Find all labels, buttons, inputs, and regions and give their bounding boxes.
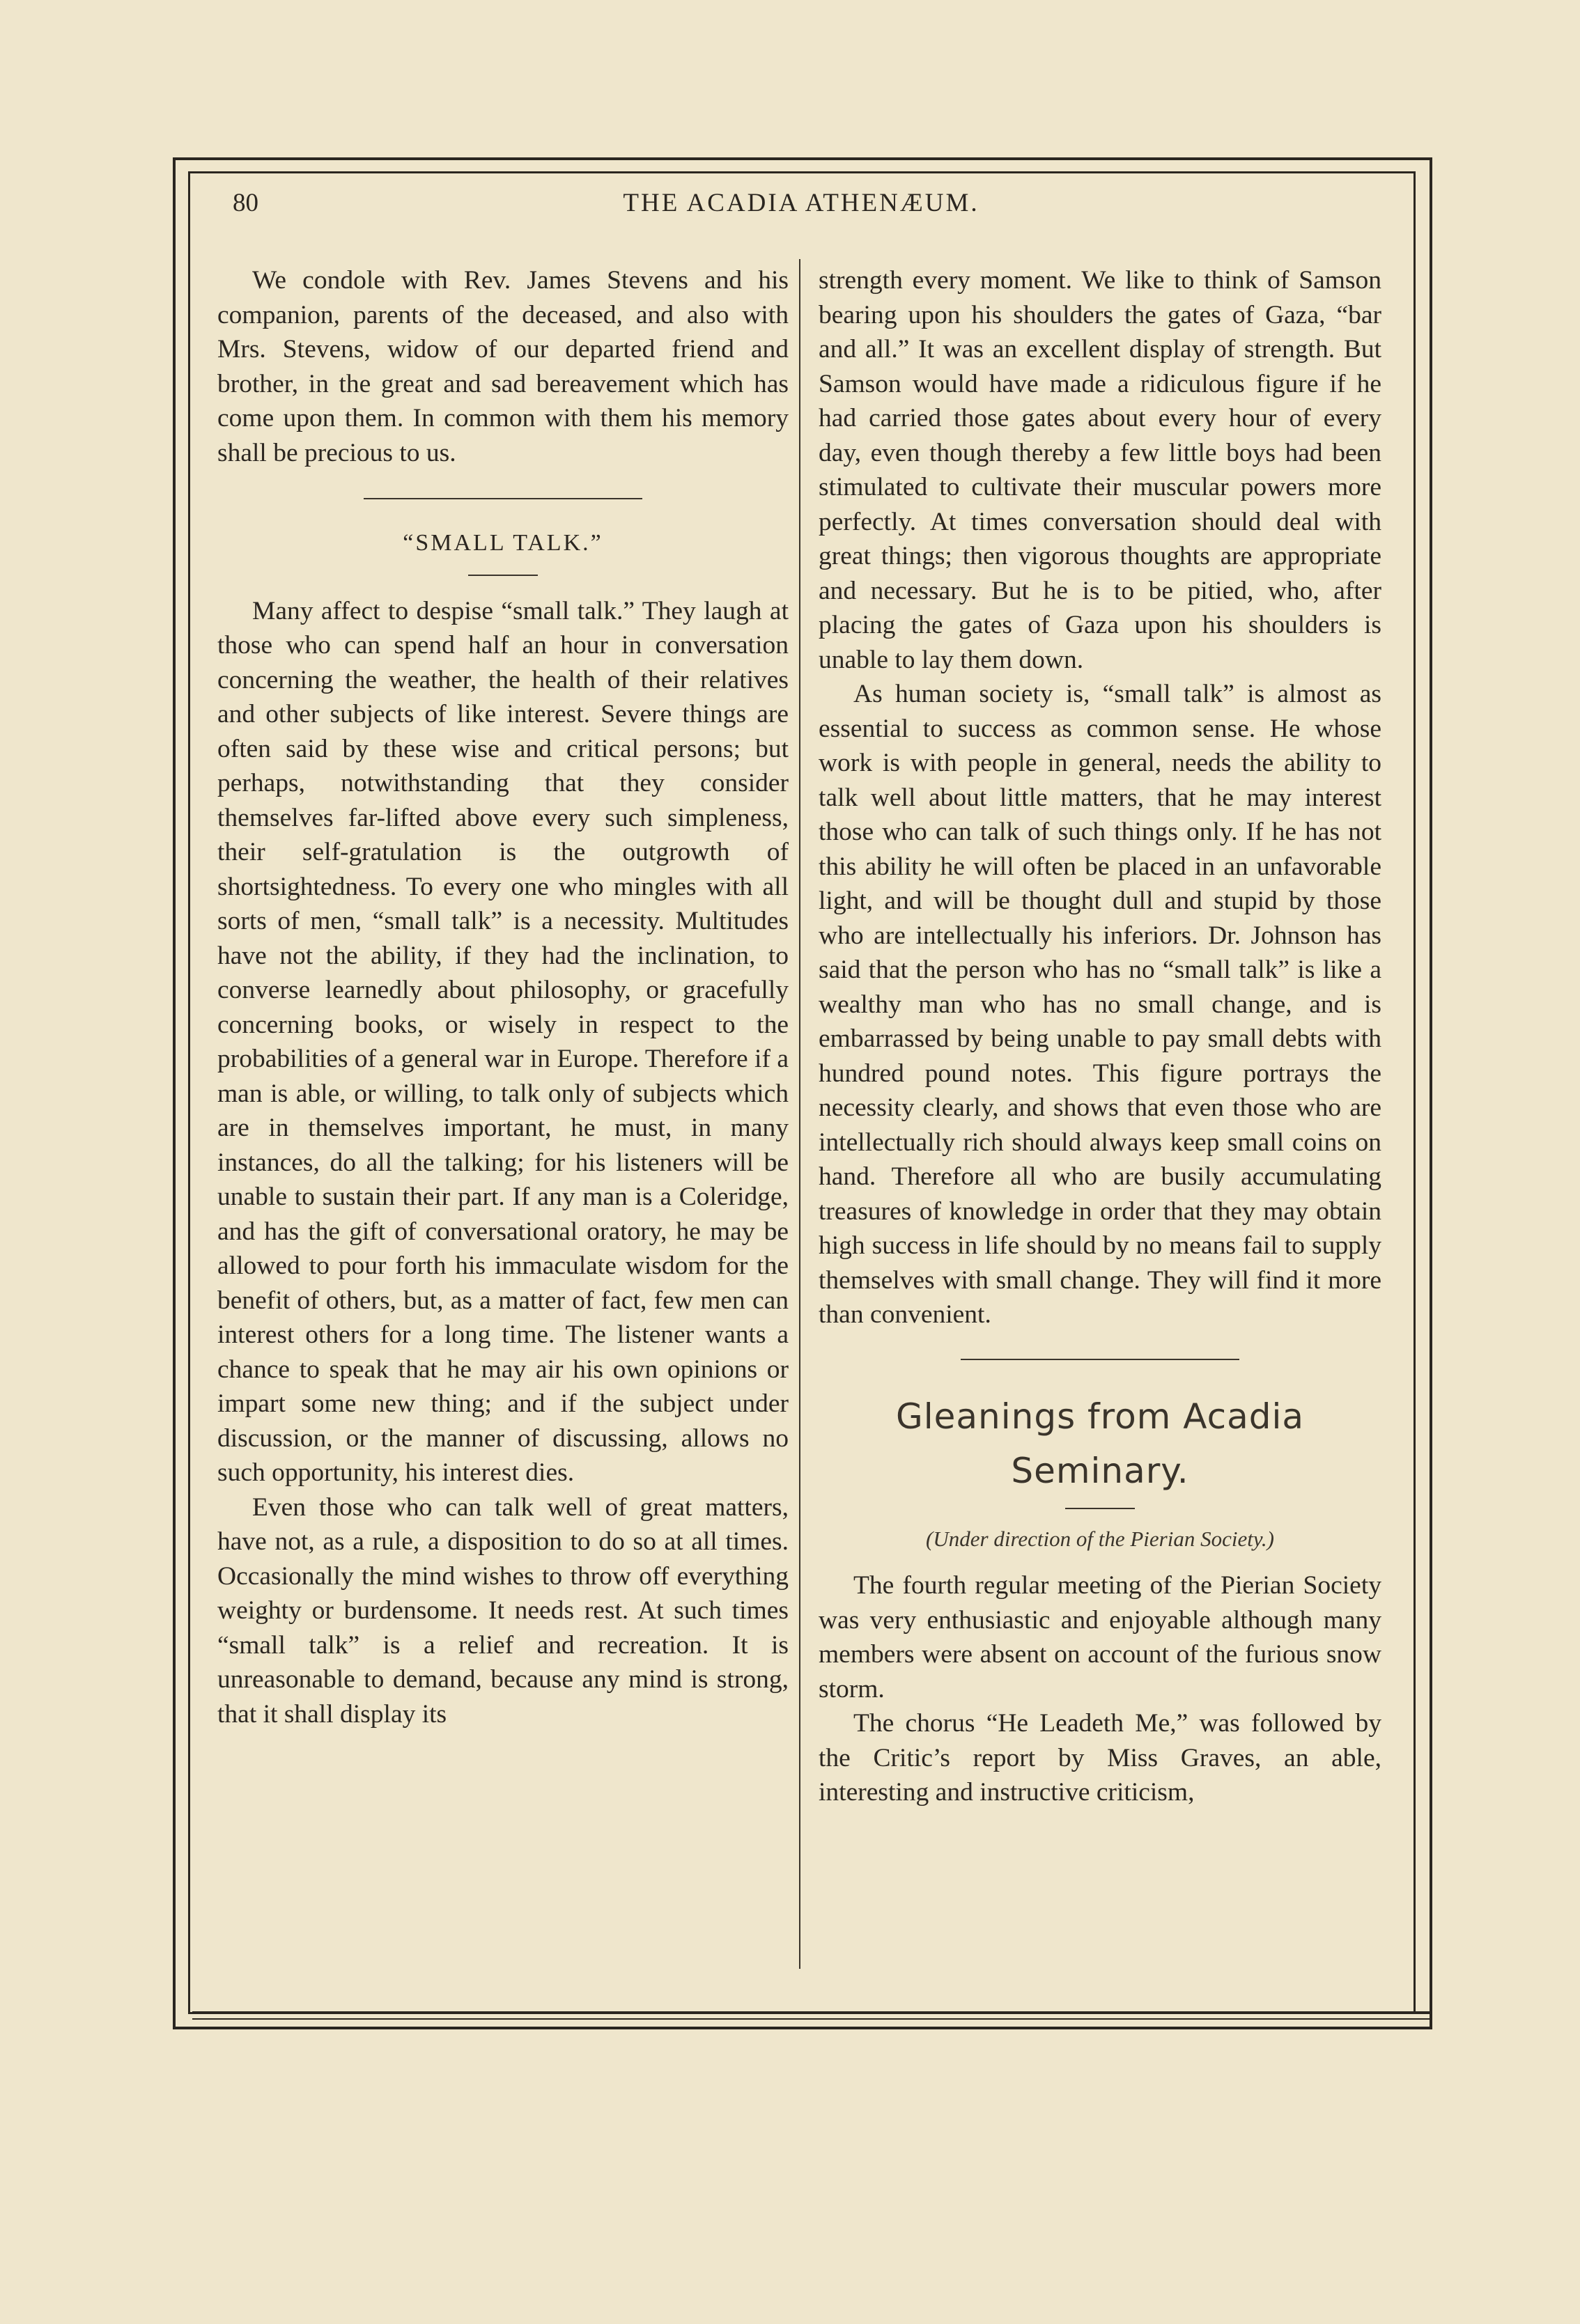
right-column bbox=[819, 263, 1381, 1810]
section-heading-line: Gleanings from Acadia bbox=[896, 1396, 1304, 1437]
section-heading bbox=[819, 1389, 1381, 1498]
column-divider bbox=[799, 259, 800, 1969]
heading-underline bbox=[1065, 1508, 1135, 1509]
running-head bbox=[188, 188, 1414, 230]
section-divider bbox=[364, 498, 642, 499]
article-paragraph: strength every moment. We like to think of Samson bearing upon his shoulders the gates of Gaza, “bar and all.” It was an excellent display of strength. But Samson would have made a ridiculous figure if he had carried those gates about every hour of every day, even though thereby a few little boys had been stimulated to cultivate their muscular powers more perfectly. At times conversation should deal with great things; then vigorous thoughts are appropriate and necessary. But he is to be pitied, who, after placing the gates of Gaza upon his shoulders is unable to lay them down. bbox=[819, 266, 1381, 674]
condolence-paragraph: We condole with Rev. James Stevens and his companion, parents of the deceased, and also with Mrs. Stevens, widow of our departed friend and brother, in the great and sad bereavement which has come upon them. In common with them his memory shall be precious to us. bbox=[217, 266, 789, 467]
article-paragraph: As human society is, “small talk” is almost as essential to success as common sense. He whose work is with people in general, needs the ability to talk well about little matters, that he may interest those who can talk of such things only. If he has not this ability he will often be placed in an unfavorable light, and will be thought dull and stupid by those who are intellectually his inferiors. Dr. Johnson has said that the person who has no “small talk” is like a wealthy man who has no small change, and is embarrassed by being unable to pay small debts with hundred pound notes. This figure portrays the necessity clearly, and shows that even those who are intellectually rich should always keep small coins on hand. Therefore all who are busily accumulating treasures of knowledge in order that they may obtain high success in life should by no means fail to supply themselves with small change. They will find it more than convenient. bbox=[819, 680, 1381, 1329]
section-divider bbox=[961, 1359, 1239, 1360]
section-subhead: (Under direction of the Pierian Society.) bbox=[926, 1526, 1274, 1551]
bottom-rule bbox=[192, 2018, 1430, 2020]
title-underline bbox=[468, 575, 538, 576]
article-title: “SMALL TALK.” bbox=[403, 530, 603, 556]
left-column bbox=[217, 263, 789, 1731]
section-paragraph: The chorus “He Leadeth Me,” was followed by the Critic’s report by Miss Graves, an able, interesting and instructive criticism, bbox=[819, 1709, 1381, 1807]
page-number: 80 bbox=[233, 189, 258, 217]
journal-title: THE ACADIA ATHENÆUM. bbox=[623, 189, 979, 217]
article-paragraph: Even those who can talk well of great matters, have not, as a rule, a disposition to do so at all times. Occasionally the mind wishes to throw off everything weighty or burdensome. It needs rest. At such times “small talk” is a relief and recreation. It is unreasonable to demand, because any mind is strong, that it shall display its bbox=[217, 1492, 789, 1729]
section-paragraph: The fourth regular meeting of the Pierian Society was very enthusiastic and enjoyable although many members were absent on account of the furious snow storm. bbox=[819, 1571, 1381, 1703]
section-heading-line: Seminary. bbox=[1011, 1450, 1189, 1491]
article-paragraph: Many affect to despise “small talk.” They laugh at those who can spend half an hour in conversation concerning the weather, the health of their relatives and other subjects of like interest. Severe things are often said by these wise and critical persons; but perhaps, notwithstanding that they consider themselves far-lifted above every such simpleness, their self-gratulation is the outgrowth of shortsightedness. To every one who mingles with all sorts of men, “small talk” is a necessity. Multitudes have not the ability, if they had the inclination, to converse learnedly about philosophy, or gracefully concerning books, or wisely in respect to the probabilities of a general war in Europe. Therefore if a man is able, or willing, to talk only of subjects which are in themselves important, he must, in many instances, do all the talking; for his listeners will be unable to sustain their part. If any man is a Coleridge, and has the gift of conversational oratory, he may be allowed to pour forth his immaculate wisdom for the benefit of others, but, as a matter of fact, few men can interest others for a long time. The listener wants a chance to speak that he may air his own opinions or impart some new thing; and if the subject under discussion, or the manner of discussing, allows no such opportunity, his interest dies. bbox=[217, 596, 789, 1487]
bottom-rule bbox=[192, 2011, 1430, 2014]
